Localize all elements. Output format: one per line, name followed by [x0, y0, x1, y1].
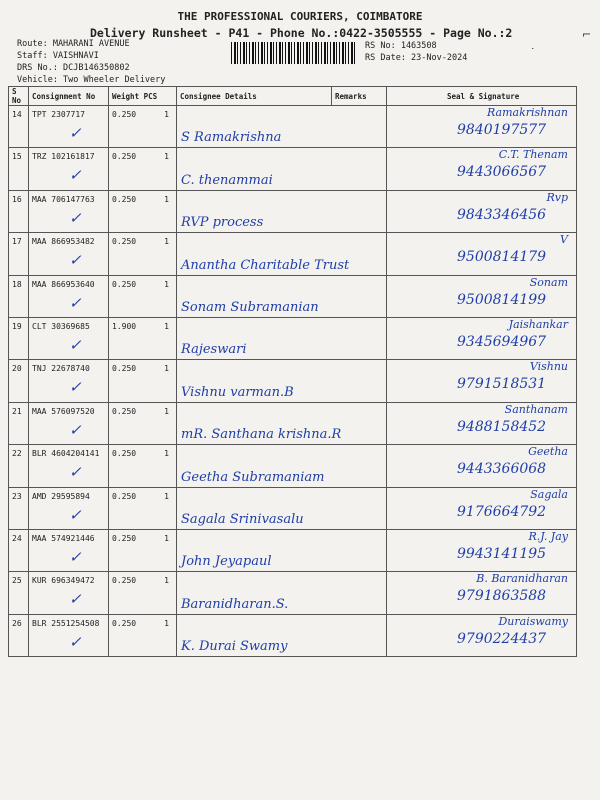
consignee-name: C. thenammai — [181, 172, 273, 188]
table-row — [9, 614, 577, 656]
signature-cell — [387, 572, 577, 614]
signature-phone: 9345694967 — [457, 333, 547, 350]
signature-cell — [387, 445, 577, 487]
sno-text: 19 — [12, 321, 22, 331]
weight-value: 0.250 — [112, 533, 137, 543]
sno-text: 26 — [12, 618, 22, 628]
weight-cell — [109, 148, 177, 190]
pcs-value: 1 — [164, 576, 169, 586]
sno-text: 17 — [12, 237, 22, 247]
consignee-name: Sonam Subramanian — [181, 299, 319, 315]
weight-value: 0.250 — [112, 237, 137, 247]
weight-value: 0.250 — [112, 364, 137, 374]
header-left — [17, 38, 165, 86]
consignee-cell — [177, 106, 387, 148]
sno-cell — [9, 190, 29, 232]
signature-cell — [387, 106, 577, 148]
signature-text: Duraiswamy — [498, 614, 568, 628]
table-row — [9, 402, 577, 444]
consignment-cell — [29, 529, 109, 571]
consignment-cell — [29, 402, 109, 444]
signature-text: V — [560, 233, 568, 247]
signature-text: Rvp — [546, 190, 568, 204]
sno-text: 25 — [12, 576, 22, 586]
consignee-name: Sagala Srinivasalu — [181, 511, 304, 527]
pcs-value: 1 — [164, 152, 169, 162]
tick-mark: ✓ — [69, 293, 82, 312]
weight-cell — [109, 487, 177, 529]
table-row — [9, 529, 577, 571]
pcs-value: 1 — [164, 618, 169, 628]
signature-phone: 9791863588 — [457, 588, 547, 605]
weight-cell — [109, 614, 177, 656]
delivery-table — [8, 86, 577, 657]
signature-phone: 9843346456 — [457, 206, 547, 223]
pcs-value: 1 — [164, 194, 169, 204]
col-seal: Seal & Signature — [387, 87, 577, 106]
barcode — [231, 42, 356, 64]
table-row — [9, 317, 577, 359]
pcs-value: 1 — [164, 364, 169, 374]
weight-cell — [109, 360, 177, 402]
consignment-no: MAA 574921446 — [32, 533, 95, 543]
header-right — [365, 40, 467, 64]
sno-cell — [9, 402, 29, 444]
signature-text: Vishnu — [529, 360, 568, 374]
sno-cell — [9, 487, 29, 529]
sno-text: 23 — [12, 491, 22, 501]
signature-cell — [387, 148, 577, 190]
weight-cell — [109, 529, 177, 571]
drs-text: DRS No.: DCJB146350802 — [17, 63, 130, 73]
signature-cell — [387, 529, 577, 571]
weight-value: 0.250 — [112, 279, 137, 289]
consignee-name: Rajeswari — [181, 342, 247, 358]
pcs-value: 1 — [164, 237, 169, 247]
weight-cell — [109, 190, 177, 232]
signature-text: B. Baranidharan — [476, 572, 568, 586]
pcs-value: 1 — [164, 491, 169, 501]
consignee-cell — [177, 402, 387, 444]
weight-value: 0.250 — [112, 152, 137, 162]
tick-mark: ✓ — [69, 251, 82, 270]
table-body — [9, 106, 577, 657]
tick-mark: ✓ — [69, 378, 82, 397]
weight-value: 1.900 — [112, 321, 137, 331]
sno-text: 18 — [12, 279, 22, 289]
staff-text: Staff: VAISHNAVI — [17, 51, 99, 61]
tick-mark: ✓ — [69, 208, 82, 227]
consignment-cell — [29, 445, 109, 487]
sno-text: 15 — [12, 152, 22, 162]
consignment-no: CLT 30369685 — [32, 321, 90, 331]
signature-phone: 9443066567 — [457, 164, 547, 181]
sno-cell — [9, 445, 29, 487]
sno-cell — [9, 317, 29, 359]
signature-cell — [387, 402, 577, 444]
table-row — [9, 106, 577, 148]
weight-cell — [109, 572, 177, 614]
weight-value: 0.250 — [112, 194, 137, 204]
signature-phone: 9943141195 — [457, 545, 547, 562]
consignee-cell — [177, 572, 387, 614]
table-row — [9, 572, 577, 614]
signature-text: Sonam — [529, 275, 568, 289]
tick-mark: ✓ — [69, 590, 82, 609]
consignee-name: Anantha Charitable Trust — [181, 257, 350, 273]
sno-text: 21 — [12, 406, 22, 416]
col-consignee: Consignee Details — [177, 87, 332, 106]
signature-phone: 9176664792 — [457, 503, 547, 520]
tick-mark: ✓ — [69, 420, 82, 439]
pcs-value: 1 — [164, 279, 169, 289]
sno-text: 22 — [12, 449, 22, 459]
consignee-cell — [177, 190, 387, 232]
consignment-cell — [29, 614, 109, 656]
signature-cell — [387, 487, 577, 529]
weight-value: 0.250 — [112, 406, 137, 416]
weight-cell — [109, 106, 177, 148]
signature-phone: 9500814179 — [457, 249, 547, 266]
consignment-no: TPT 2307717 — [32, 110, 85, 119]
consignment-cell — [29, 233, 109, 275]
consignment-no: AMD 29595894 — [32, 491, 90, 501]
consignee-cell — [177, 360, 387, 402]
tick-mark: ✓ — [69, 124, 82, 142]
weight-cell — [109, 402, 177, 444]
consignment-cell — [29, 106, 109, 148]
consignment-cell — [29, 148, 109, 190]
signature-text: Jaishankar — [508, 317, 568, 331]
table-row — [9, 233, 577, 275]
consignment-no: BLR 4604204141 — [32, 449, 100, 459]
sno-text: 24 — [12, 533, 22, 543]
tick-mark: ✓ — [69, 335, 82, 354]
sno-cell — [9, 614, 29, 656]
consignee-cell — [177, 529, 387, 571]
consignee-cell — [177, 317, 387, 359]
sno-text: 20 — [12, 364, 22, 374]
table-row — [9, 275, 577, 317]
sno-cell — [9, 360, 29, 402]
tick-mark: ✓ — [69, 463, 82, 482]
signature-cell — [387, 275, 577, 317]
consignment-cell — [29, 317, 109, 359]
consignee-name: Geetha Subramaniam — [181, 469, 325, 485]
table-row — [9, 148, 577, 190]
consignment-cell — [29, 572, 109, 614]
tick-mark: ✓ — [69, 632, 82, 651]
signature-text: Sagala — [530, 487, 568, 501]
stray-mark: ⌐ — [582, 28, 592, 41]
consignment-no: MAA 706147763 — [32, 194, 95, 204]
weight-cell — [109, 317, 177, 359]
signature-text: Santhanam — [504, 402, 568, 416]
route-text: Route: MAHARANI AVENUE — [17, 39, 130, 49]
table-row — [9, 445, 577, 487]
consignment-no: BLR 2551254508 — [32, 618, 100, 628]
signature-text: Ramakrishnan — [487, 106, 568, 119]
consignee-name: K. Durai Swamy — [181, 639, 288, 655]
rs-date-text: RS Date: 23-Nov-2024 — [365, 53, 468, 63]
signature-cell — [387, 233, 577, 275]
signature-phone: 9840197577 — [457, 122, 547, 138]
consignee-cell — [177, 275, 387, 317]
consignment-cell — [29, 487, 109, 529]
consignee-name: Vishnu varman.B — [181, 384, 294, 400]
signature-phone: 9790224437 — [457, 630, 547, 647]
weight-cell — [109, 233, 177, 275]
weight-value: 0.250 — [112, 491, 137, 501]
consignment-no: MAA 866953482 — [32, 237, 95, 247]
consignee-cell — [177, 445, 387, 487]
consignee-cell — [177, 487, 387, 529]
sno-text: 16 — [12, 194, 22, 204]
table-header-row — [9, 87, 577, 106]
consignment-no: TNJ 22678740 — [32, 364, 90, 374]
rs-no-text: RS No: 1463508 — [365, 41, 437, 51]
pcs-value: 1 — [164, 533, 169, 543]
consignee-cell — [177, 233, 387, 275]
consignee-cell — [177, 614, 387, 656]
consignee-name: mR. Santhana krishna.R — [181, 427, 342, 443]
pcs-value: 1 — [164, 406, 169, 416]
sno-cell — [9, 572, 29, 614]
stray-mark: ˙ — [530, 46, 536, 59]
signature-phone: 9443366068 — [457, 461, 547, 478]
col-consignment: Consignment No — [29, 87, 109, 106]
pcs-value: 1 — [164, 321, 169, 331]
consignee-name: S Ramakrishna — [181, 130, 282, 146]
consignment-cell — [29, 360, 109, 402]
consignee-name: RVP process — [181, 215, 264, 231]
signature-phone: 9791518531 — [457, 376, 547, 393]
weight-value: 0.250 — [112, 110, 137, 119]
tick-mark: ✓ — [69, 547, 82, 566]
table-row — [9, 360, 577, 402]
signature-cell — [387, 360, 577, 402]
sno-cell — [9, 106, 29, 148]
consignment-no: KUR 696349472 — [32, 576, 95, 586]
consignment-no: MAA 866953640 — [32, 279, 95, 289]
consignment-no: MAA 576097520 — [32, 406, 95, 416]
weight-value: 0.250 — [112, 449, 137, 459]
tick-mark: ✓ — [69, 166, 82, 185]
col-weight-pcs — [109, 87, 177, 106]
signature-text: C.T. Thenam — [498, 148, 568, 162]
vehicle-text: Vehicle: Two Wheeler Delivery — [17, 75, 166, 85]
weight-cell — [109, 445, 177, 487]
sno-cell — [9, 529, 29, 571]
company-title: THE PROFESSIONAL COURIERS, COIMBATORE — [177, 10, 423, 23]
col-remarks: Remarks — [332, 87, 387, 106]
consignment-no: TRZ 102161817 — [32, 152, 95, 162]
signature-cell — [387, 317, 577, 359]
table-row — [9, 487, 577, 529]
consignment-cell — [29, 190, 109, 232]
signature-phone: 9500814199 — [457, 291, 547, 308]
col-weight: Weight — [112, 91, 140, 101]
sno-text: 14 — [12, 110, 22, 119]
consignment-cell — [29, 275, 109, 317]
sno-cell — [9, 148, 29, 190]
pcs-value: 1 — [164, 449, 169, 459]
signature-text: Geetha — [528, 445, 568, 459]
tick-mark: ✓ — [69, 505, 82, 524]
weight-cell — [109, 275, 177, 317]
sno-cell — [9, 233, 29, 275]
consignee-name: John Jeyapaul — [181, 554, 272, 570]
consignee-name: Baranidharan.S. — [181, 596, 289, 612]
signature-cell — [387, 190, 577, 232]
sno-cell — [9, 275, 29, 317]
signature-phone: 9488158452 — [457, 418, 547, 435]
signature-text: R.J. Jay — [528, 529, 568, 543]
consignee-cell — [177, 148, 387, 190]
weight-value: 0.250 — [112, 576, 137, 586]
weight-value: 0.250 — [112, 618, 137, 628]
col-sno: S No — [9, 87, 29, 106]
signature-cell — [387, 614, 577, 656]
col-pcs: PCS — [143, 91, 158, 101]
pcs-value: 1 — [164, 110, 169, 119]
runsheet-title: Delivery Runsheet - P41 - Phone No.:0422-3505555 - Page No.:2 — [90, 26, 513, 40]
table-row — [9, 190, 577, 232]
